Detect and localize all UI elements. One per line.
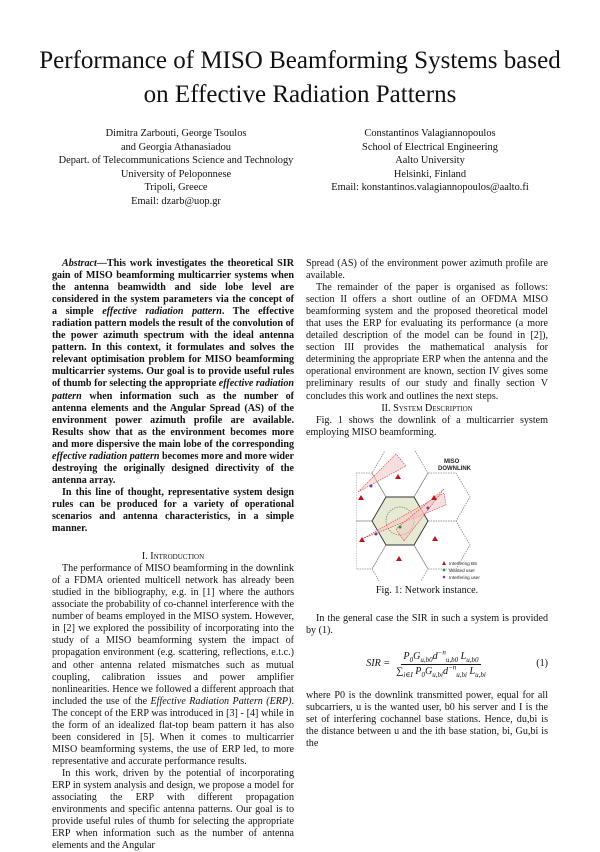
location: Tripoli, Greece bbox=[144, 182, 208, 194]
paragraph: where P0 is the downlink transmitted power, equal for all subcarriers, u is the wanted user, b0 his server and I is the set of interfering cochannel base stations. Hence, du,bi is the distance between u and the ith base station, bi, Gu,bi is the bbox=[306, 689, 548, 750]
legend-interfering-bs: Interfering BS bbox=[449, 560, 478, 566]
equation-lhs: SIR = bbox=[366, 658, 391, 670]
figure-label: DOWNLINK bbox=[438, 465, 471, 472]
paragraph: In the general case the SIR in such a system is provided by (1). bbox=[306, 612, 548, 636]
text: becomes more and more wider destroying the originally designed directivity of the antenna array. bbox=[52, 450, 294, 486]
text: when information such as the number of antenna elements and the Angular Spread (AS) of the environment power azimuth profile are available. Results show that as the environment becomes more and more dispersive the main lobe of the corresponding bbox=[52, 390, 294, 450]
title-line-1: Performance of MISO Beamforming Systems based bbox=[39, 47, 561, 74]
text: effective radiation pattern bbox=[52, 378, 294, 402]
email: Email: konstantinos.valagiannopoulos@aalto.fi bbox=[331, 182, 529, 194]
text: —This work investigates the theoretical SIR gain of MISO beamforming multicarrier systems when the antenna beamwidth and side lobe level are considered in the system parameters via the concept of a simple bbox=[52, 258, 294, 318]
legend-interfering-user: Interfering user bbox=[449, 574, 480, 580]
legend-wanted-user: Wanted user bbox=[449, 567, 475, 573]
text: . The effective radiation pattern models the result of the convolution of the power azimuth spectrum with the ideal antenna pattern. In this context, it formulates and solves the relevant optimisation problem for MISO beamforming multicarrier systems. Our goal is to provide useful rules of thumb for selecting the appropriate bbox=[52, 306, 295, 390]
abstract-paragraph: In this line of thought, representative system design rules can be produced for a variety of operational scenarios and antenna characteristics, in a simple manner. bbox=[52, 486, 294, 535]
text: effective radiation pattern bbox=[52, 450, 160, 462]
equation-1 bbox=[306, 648, 548, 679]
paragraph: Spread (AS) of the environment power azimuth profile are available. bbox=[306, 258, 548, 282]
equation-number: (1) bbox=[536, 658, 548, 670]
authors-right bbox=[306, 127, 554, 195]
abstract bbox=[52, 258, 294, 487]
paragraph bbox=[52, 563, 294, 768]
authors-left bbox=[52, 127, 300, 209]
affiliation: University of Peloponnese bbox=[120, 168, 232, 180]
affiliation: Aalto University bbox=[395, 155, 465, 167]
author-names: and Georgia Athanasiadou bbox=[120, 141, 232, 153]
paragraph: In this work, driven by the potential of incorporating ERP in system analysis and design, we propose a model for associating the ERP with different propagation environments and specific antenna patterns. Our goal is to provide useful rules of thumb for selecting the appropriate ERP when information such as the number of antenna elements and the Angular bbox=[52, 767, 294, 852]
text: . The concept of the ERP was introduced in [3] - [4] while in the form of an idealized flat-top beam pattern it has also been considered in [5]. When it comes to multicarrier MISO beamforming systems, the use of ERP led, to more representative and accurate performance results. bbox=[52, 695, 294, 767]
text: effective radiation pattern bbox=[102, 306, 222, 318]
text: The performance of MISO beamforming in the downlink of a FDMA oriented multicell network has already been studied in the bibliography, e.g. in [1] where the authors associate the probability of co-channel interference with the number of beams employed in the MISO system. However, in [2] we explored the possibility of incorporating into the study of a MISO beamforming system the impact of propagation environment (e.g. scattering, reflections, e.t.c.) and other antenna related mismatches such as mutual coupling, calibration issues and power amplifier nonlinearities. Hence we followed a different approach that included the use of the bbox=[52, 563, 294, 707]
network-figure bbox=[356, 451, 498, 581]
author-names: Dimitra Zarbouti, George Tsoulos bbox=[105, 128, 247, 139]
fraction bbox=[394, 648, 488, 679]
title-line-2: on Effective Radiation Patterns bbox=[143, 81, 457, 108]
affiliation: Depart. of Telecommunications Science and Technology bbox=[58, 155, 294, 167]
email: Email: dzarb@uop.gr bbox=[131, 195, 221, 207]
location: Helsinki, Finland bbox=[393, 168, 467, 180]
figure-caption: Fig. 1: Network instance. bbox=[375, 584, 479, 596]
affiliation: School of Electrical Engineering bbox=[362, 141, 498, 153]
right-column bbox=[306, 258, 548, 750]
paragraph: Fig. 1 shows the downlink of a multicarrier system employing MISO beamforming. bbox=[306, 414, 548, 438]
figure-label: MISO bbox=[444, 458, 460, 465]
section-heading: I. Introduction bbox=[141, 551, 205, 563]
denominator: $\sum_{i\in I}$ $P_0G_{u,bi}d^{-n}_{u,bi}$ $L_{u,bi}$ bbox=[396, 663, 486, 679]
paper-title bbox=[20, 44, 580, 112]
author-names: Constantinos Valagiannopoulos bbox=[364, 128, 496, 139]
paragraph: The remainder of the paper is organised as follows: section II offers a short outline of an OFDMA MISO beamforming system and the proposed theoretical model that uses the ERP for evaluating its performance (a more detailed description of the model can be found in [2]), section III provides the mathematical analysis for determining the appropriate ERP when the antenna and the operational environment are known, section IV gives some preliminary results of our study and finally section V concludes this work and outlines the next steps. bbox=[306, 282, 548, 402]
numerator: $P_0G_{u,b0}d^{-n}_{u,b0}$ $L_{u,b0}$ bbox=[403, 648, 479, 664]
left-column bbox=[52, 258, 294, 852]
section-heading: II. System Description bbox=[381, 402, 473, 414]
abstract-label: Abstract bbox=[62, 258, 97, 269]
text: Effective Radiation Pattern (ERP) bbox=[150, 695, 292, 707]
